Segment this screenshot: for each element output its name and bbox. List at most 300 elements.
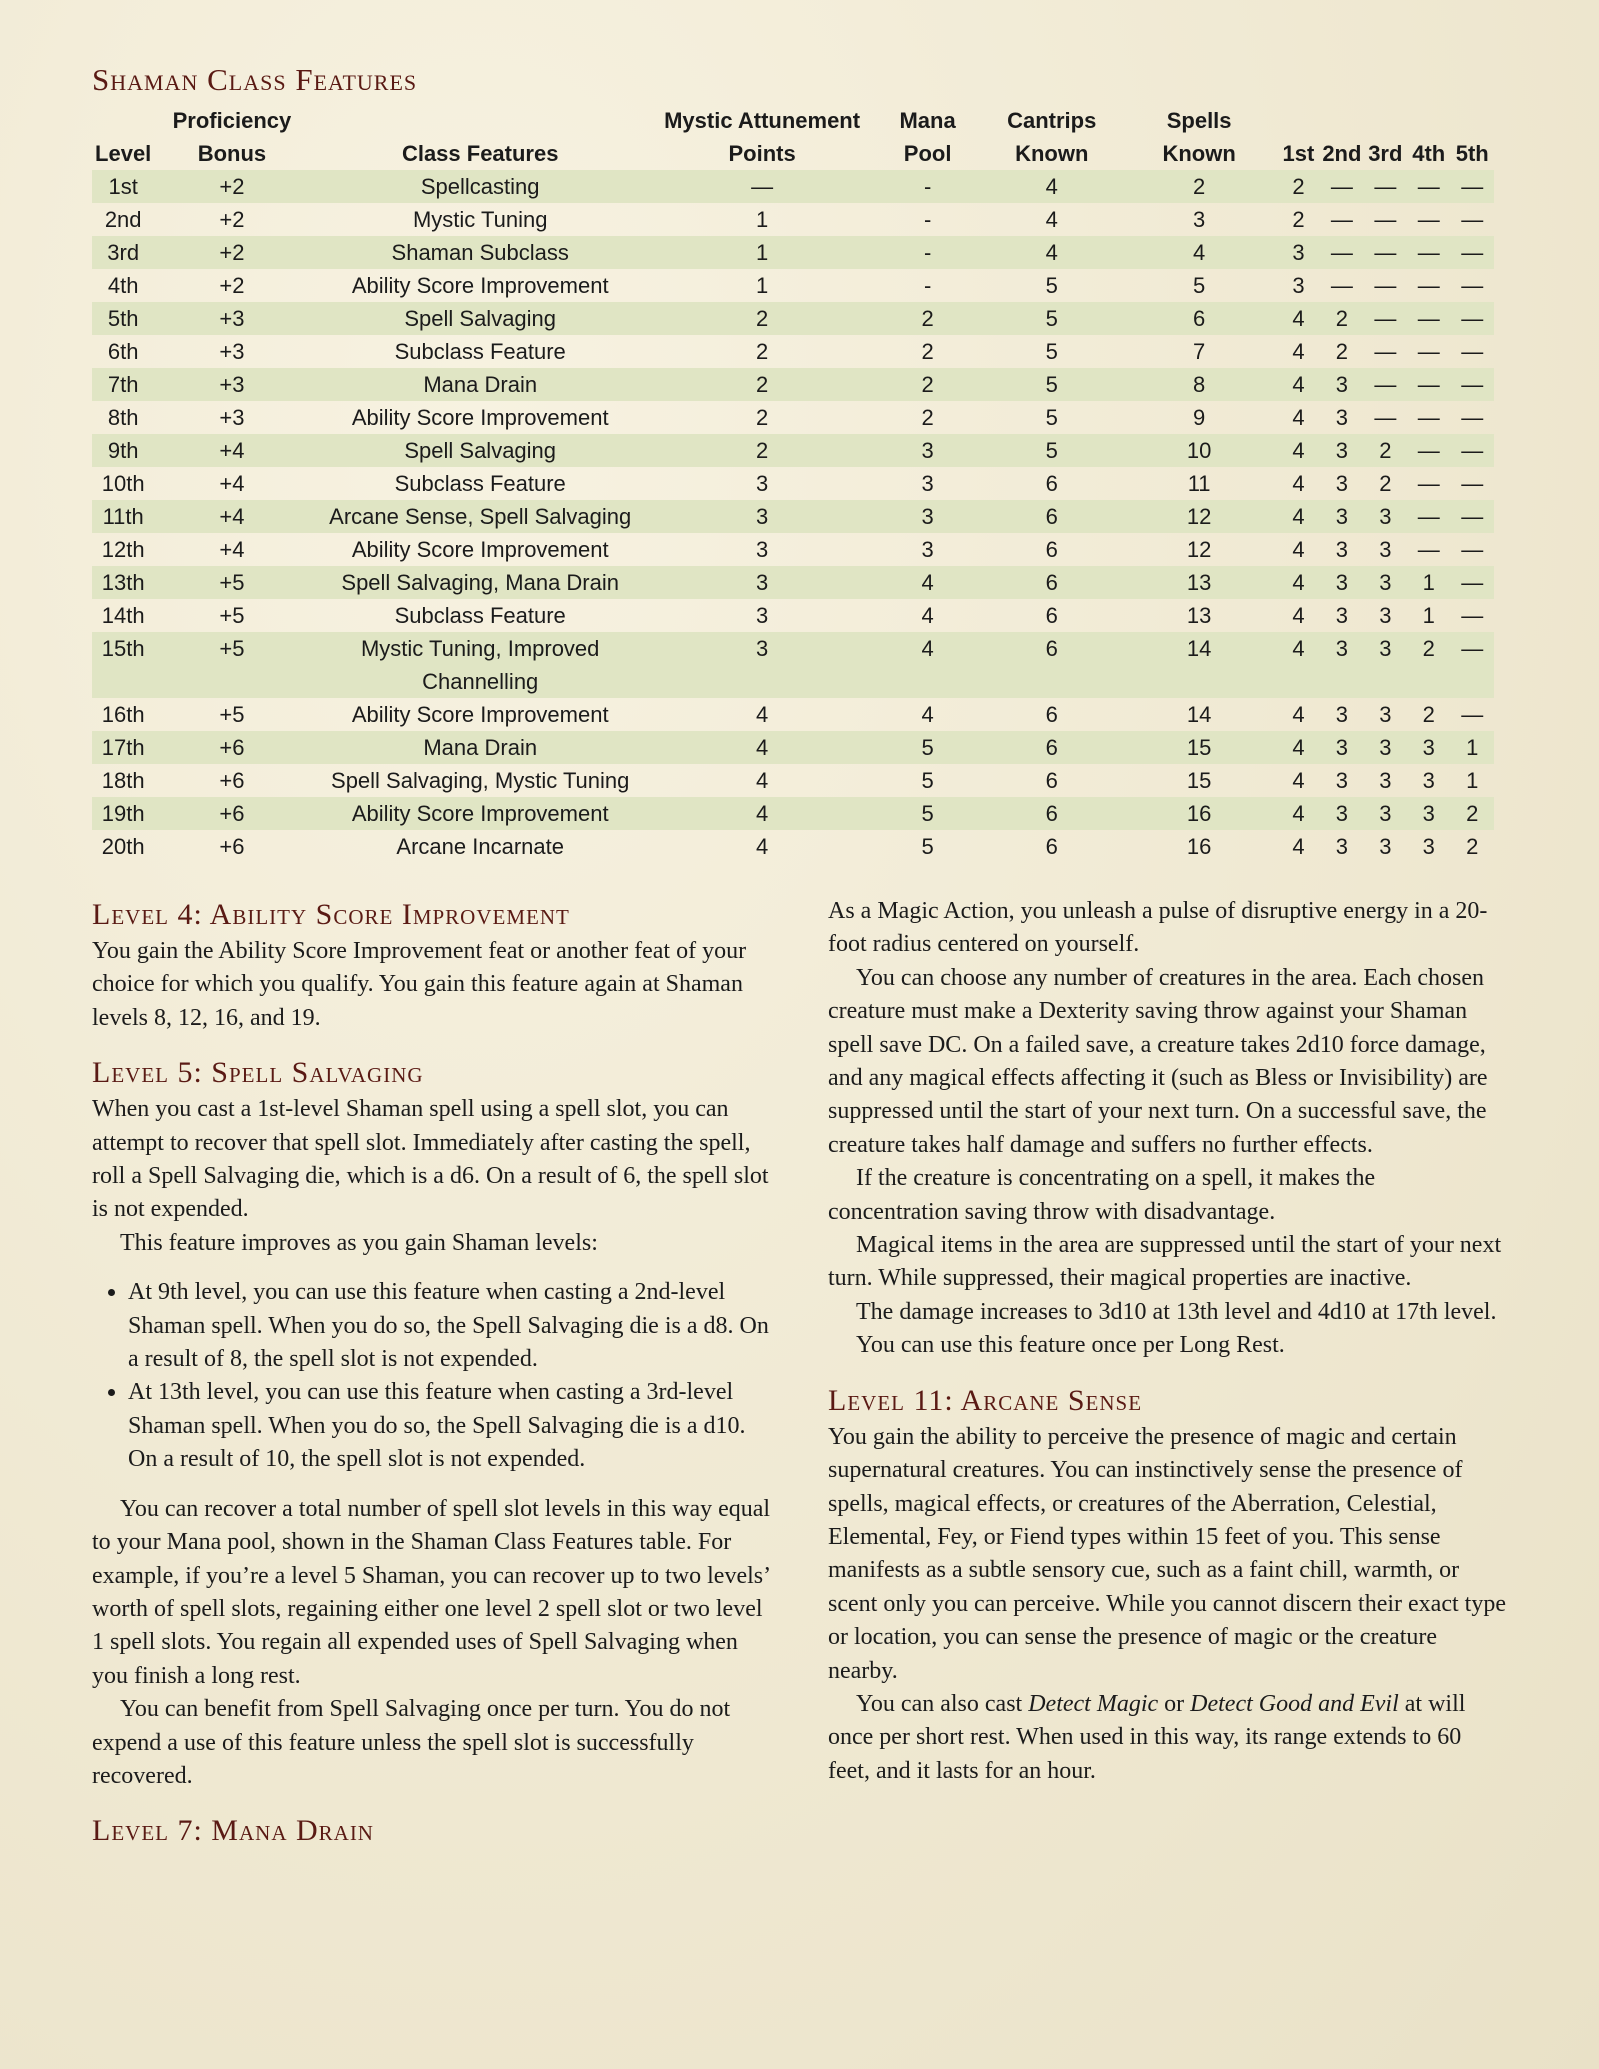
table-cell: +4	[154, 500, 309, 533]
table-cell: +6	[154, 797, 309, 830]
table-cell: 5th	[92, 302, 154, 335]
paragraph: This feature improves as you gain Shaman levels:	[120, 1229, 598, 1256]
table-row	[92, 236, 1494, 269]
table-cell: Subclass Feature	[394, 603, 566, 628]
table-cell: 4	[1292, 405, 1305, 430]
table-cell: —	[1417, 207, 1440, 232]
table-cell: 12th	[101, 537, 145, 562]
table-cell: -	[873, 236, 982, 269]
table-cell: 4	[1277, 500, 1320, 533]
table-cell: 2	[1407, 632, 1450, 698]
text: You can also cast	[856, 1690, 1029, 1717]
table-cell: 3	[1320, 434, 1363, 467]
table-cell: 3	[651, 566, 873, 599]
table-cell: 2	[873, 302, 982, 335]
header-cell: Known	[1015, 141, 1089, 166]
table-cell: —	[1374, 405, 1397, 430]
table-cell: 4	[1277, 632, 1320, 698]
table-cell: 3	[1320, 368, 1363, 401]
table-cell: —	[1461, 471, 1484, 496]
header-cell: Points	[728, 141, 796, 166]
table-cell: 4	[755, 702, 769, 727]
table-cell: 3	[1277, 236, 1320, 269]
table-row	[92, 698, 1494, 731]
table-cell: 3	[1379, 702, 1392, 727]
table-cell: 2	[1379, 471, 1392, 496]
table-cell: +3	[219, 405, 245, 430]
table-cell: 4	[921, 702, 934, 727]
table-cell: Spell Salvaging	[310, 434, 651, 467]
table-cell: 6	[982, 566, 1122, 599]
table-cell: —	[1461, 603, 1484, 628]
table-cell: 14th	[101, 603, 145, 628]
table-cell: 17th	[92, 731, 154, 764]
table-cell: Arcane Sense, Spell Salvaging	[310, 500, 651, 533]
table-cell: 18th	[101, 768, 145, 793]
table-cell: —	[1330, 207, 1353, 232]
spell-name: Detect Magic	[1028, 1690, 1159, 1717]
table-cell: —	[1364, 236, 1407, 269]
table-cell: 2	[1466, 834, 1479, 859]
table-row	[92, 632, 1494, 698]
table-cell: 5	[982, 302, 1122, 335]
heading-arcane-sense: Level 11: Arcane Sense	[828, 1383, 1143, 1417]
table-cell: 4	[755, 768, 769, 793]
table-cell: 1	[1466, 768, 1479, 793]
table-row	[92, 830, 1494, 863]
text: or	[1158, 1690, 1191, 1717]
page	[92, 60, 1512, 863]
table-cell: Arcane Incarnate	[396, 834, 564, 859]
table-cell: 2	[651, 368, 873, 401]
table-cell: —	[1417, 537, 1440, 562]
table-cell: 9	[1193, 405, 1206, 430]
table-cell: 16	[1186, 834, 1212, 859]
header-row-top	[92, 104, 1494, 137]
table-cell: 4	[1045, 207, 1058, 232]
table-cell: Ability Score Improvement	[310, 797, 651, 830]
table-title: Shaman Class Features	[92, 62, 418, 97]
table-cell: 4	[1292, 768, 1305, 793]
table-cell: —	[1450, 500, 1494, 533]
table-cell: 1	[755, 273, 769, 298]
table-cell: 3	[873, 500, 982, 533]
paragraph	[828, 1688, 1508, 1788]
table-cell: 3	[873, 434, 982, 467]
table-cell: 3	[921, 537, 934, 562]
table-cell: Spell Salvaging, Mana Drain	[310, 566, 651, 599]
table-cell: 4	[1277, 797, 1320, 830]
table-cell: Ability Score Improvement	[351, 273, 609, 298]
table-cell: 4	[651, 731, 873, 764]
table-cell: 3	[1335, 603, 1348, 628]
table-cell: 6	[982, 500, 1122, 533]
table-cell: 10	[1122, 434, 1277, 467]
table-cell: 5	[982, 434, 1122, 467]
table-cell: 3	[1335, 834, 1348, 859]
table-cell: 20th	[101, 834, 145, 859]
table-cell: —	[1407, 434, 1450, 467]
paragraph: You can benefit from Spell Salvaging once per turn. You do not expend a use of this feature unless the spell slot is successfully recovered.	[92, 1696, 731, 1789]
table-cell: 3	[755, 603, 769, 628]
table-cell: 6	[1045, 702, 1058, 727]
table-cell: 5	[873, 731, 982, 764]
table-cell: —	[1374, 273, 1397, 298]
table-cell: 4	[1277, 434, 1320, 467]
header-cell	[92, 104, 154, 137]
header-cell: Proficiency	[172, 108, 292, 133]
table-cell: 3	[1379, 537, 1392, 562]
table-cell: —	[1320, 170, 1363, 203]
table-cell: —	[1450, 566, 1494, 599]
table-cell: 6	[1045, 471, 1058, 496]
table-row	[92, 335, 1494, 368]
header-row-bottom	[92, 137, 1494, 170]
table-cell: -	[923, 207, 932, 232]
table-cell: 7	[1193, 339, 1206, 364]
table-row	[92, 434, 1494, 467]
table-cell: 6th	[107, 339, 139, 364]
table-cell: 3	[1335, 405, 1348, 430]
table-cell: —	[1364, 302, 1407, 335]
table-cell: 4	[1292, 603, 1305, 628]
table-cell: 5	[1045, 339, 1058, 364]
table-cell: —	[1461, 702, 1484, 727]
table-cell: —	[1417, 273, 1440, 298]
paragraph: As a Magic Action, you unleash a pulse of disruptive energy in a 20-foot radius centered on yourself.	[828, 898, 1488, 958]
table-cell: 3	[1407, 797, 1450, 830]
header-cell: 2nd	[1322, 141, 1362, 166]
table-cell: —	[1407, 302, 1450, 335]
table-cell: 2	[1277, 170, 1320, 203]
table-cell: 4	[1292, 339, 1305, 364]
table-cell: 2	[755, 339, 769, 364]
table-cell: 1	[1407, 566, 1450, 599]
table-cell: 3	[651, 632, 873, 698]
table-cell: +4	[219, 537, 245, 562]
table-cell: +5	[219, 702, 245, 727]
header-cell: Class Features	[401, 141, 559, 166]
table-cell: 6	[982, 632, 1122, 698]
table-cell: 3	[1335, 471, 1348, 496]
table-row	[92, 500, 1494, 533]
table-row	[92, 467, 1494, 500]
table-cell: —	[1407, 500, 1450, 533]
table-row	[92, 401, 1494, 434]
table-cell: 3	[1407, 731, 1450, 764]
table-cell: 4th	[107, 273, 139, 298]
table-cell: +2	[154, 170, 309, 203]
bullet-list	[92, 1276, 772, 1476]
table-cell: 3	[1292, 273, 1305, 298]
table-cell: 13	[1186, 603, 1212, 628]
table-cell: 4	[651, 797, 873, 830]
table-cell: 4	[1292, 471, 1305, 496]
table-cell: —	[1374, 339, 1397, 364]
table-cell: 4	[982, 236, 1122, 269]
table-cell: 8th	[107, 405, 139, 430]
spell-name: Detect Good and Evil	[1190, 1690, 1399, 1717]
table-cell: 3	[651, 500, 873, 533]
table-cell: 3	[1379, 603, 1392, 628]
table-cell: —	[1417, 405, 1440, 430]
table-cell: Subclass Feature	[394, 339, 566, 364]
table-cell: 6	[1122, 302, 1277, 335]
table-cell: +2	[154, 236, 309, 269]
table-cell: Mana Drain	[310, 368, 651, 401]
table-cell: 3	[921, 471, 934, 496]
header-cell: Mana	[899, 108, 956, 133]
table-cell: 3	[755, 537, 769, 562]
table-cell: 4	[921, 603, 934, 628]
table-cell: 3	[1320, 797, 1363, 830]
table-cell: 4	[1277, 566, 1320, 599]
table-cell: —	[1417, 339, 1440, 364]
table-cell: 3	[755, 471, 769, 496]
table-cell: 19th	[92, 797, 154, 830]
table-cell: 4	[1277, 302, 1320, 335]
table-cell: —	[1407, 236, 1450, 269]
table-cell: 5	[921, 834, 934, 859]
table-cell: 3	[1335, 537, 1348, 562]
table-cell: +4	[219, 471, 245, 496]
table-cell: 3	[1364, 797, 1407, 830]
table-cell: 2	[1320, 302, 1363, 335]
table-row	[92, 566, 1494, 599]
table-cell: 2	[1122, 170, 1277, 203]
table-cell: +3	[219, 339, 245, 364]
table-cell: Ability Score Improvement	[351, 537, 609, 562]
table-cell: 3	[1364, 731, 1407, 764]
table-cell: +5	[154, 566, 309, 599]
table-cell: 2	[755, 405, 769, 430]
table-cell: 6	[1045, 768, 1058, 793]
table-cell: 2	[1450, 797, 1494, 830]
table-row	[92, 203, 1494, 236]
paragraph: You gain the ability to perceive the presence of magic and certain supernatural creatures. You can instinctively sense the presence of spells, magical effects, or creatures of the Aberration, Celestial, Elemental, Fey, or Fiend types within 15 feet of you. This sense manifests as a subtle sensory cue, such as a faint chill, warmth, or scent only you can perceive. While you cannot discern their exact type or location, you can sense the presence of magic or the creature nearby.	[828, 1423, 1506, 1684]
table-cell: 5	[921, 768, 934, 793]
table-cell: 3	[1320, 731, 1363, 764]
paragraph: You can use this feature once per Long Rest.	[856, 1332, 1285, 1359]
table-cell: 9th	[92, 434, 154, 467]
header-cell: 1st	[1282, 141, 1315, 166]
table-row	[92, 368, 1494, 401]
table-cell: —	[1450, 170, 1494, 203]
table-cell: 11	[1187, 471, 1211, 496]
paragraph: When you cast a 1st-level Shaman spell using a spell slot, you can attempt to recover that spell slot. Immediately after casting the spell, roll a Spell Salvaging die, which is a d6. On a result of 6, the spell slot is not expended.	[92, 1096, 769, 1223]
table-cell: 4	[1292, 702, 1305, 727]
table-cell: 6	[982, 731, 1122, 764]
table-cell: 3	[1379, 834, 1392, 859]
table-cell: 3	[1364, 566, 1407, 599]
table-cell: —	[1461, 537, 1484, 562]
table-cell: +3	[154, 368, 309, 401]
table-cell: —	[1450, 302, 1494, 335]
table-cell: 6	[1045, 834, 1058, 859]
table-cell: 10th	[101, 471, 145, 496]
table-cell: —	[1320, 236, 1363, 269]
table-cell: Shaman Subclass	[310, 236, 651, 269]
table-cell: 4	[873, 566, 982, 599]
paragraph: You can choose any number of creatures in the area. Each chosen creature must make a Dexterity saving throw against your Shaman spell save DC. On a failed save, a creature takes 2d10 force damage, and any magical effects affecting it (such as Bless or Invisibility) are suppressed until the start of your next turn. On a successful save, the creature takes half damage and suffers no further effects.	[828, 964, 1488, 1158]
header-cell: Bonus	[197, 141, 267, 166]
table-cell: 5	[1193, 273, 1206, 298]
table-cell: 3rd	[92, 236, 154, 269]
table-cell: 5	[982, 368, 1122, 401]
table-row	[92, 764, 1494, 797]
table-cell: 1	[651, 236, 873, 269]
table-cell: —	[1450, 632, 1494, 698]
table-cell: +5	[219, 603, 245, 628]
table-cell: 2nd	[104, 207, 142, 232]
header-cell	[310, 104, 651, 137]
header-cell: Spells	[1166, 108, 1232, 133]
table-cell: 3	[1320, 566, 1363, 599]
table-cell: 8	[1122, 368, 1277, 401]
header-cell: Pool	[903, 141, 952, 166]
heading-spell-salvaging: Level 5: Spell Salvaging	[92, 1056, 424, 1090]
table-cell: 15	[1122, 731, 1277, 764]
table-cell: Ability Score Improvement	[351, 702, 609, 727]
table-cell: 4	[1122, 236, 1277, 269]
list-item: • At 9th level, you can use this feature when casting a 2nd-level Shaman spell. When you do so, the Spell Salvaging die is a d8. On a result of 8, the spell slot is not expended.	[128, 1276, 772, 1376]
paragraph: If the creature is concentrating on a spell, it makes the concentration saving throw with disadvantage.	[828, 1165, 1376, 1225]
table-cell: —	[1364, 170, 1407, 203]
table-cell: 3	[1379, 768, 1392, 793]
text: at will once per short rest. When used in this way, its range extends to 60 feet, and it lasts for an hour.	[828, 1690, 1466, 1784]
table-cell: 14	[1122, 632, 1277, 698]
table-cell: 2	[1364, 434, 1407, 467]
table-cell: Spellcasting	[310, 170, 651, 203]
table-cell: +4	[154, 434, 309, 467]
table-cell: —	[651, 170, 873, 203]
table-cell: 2	[1292, 207, 1305, 232]
table-cell: —	[1450, 236, 1494, 269]
heading-mana-drain: Level 7: Mana Drain	[92, 1814, 374, 1848]
table-cell: -	[923, 273, 932, 298]
table-cell: 11th	[92, 500, 154, 533]
list-item: • At 13th level, you can use this feature when casting a 3rd-level Shaman spell. When you do so, the Spell Salvaging die is a d10. On a result of 10, the spell slot is not expended.	[128, 1376, 772, 1476]
table-cell: 16th	[101, 702, 145, 727]
table-cell: 3	[1422, 768, 1435, 793]
table-cell: Mystic Tuning	[412, 207, 548, 232]
table-cell: 1	[1450, 731, 1494, 764]
table-row	[92, 533, 1494, 566]
table-cell: 4	[1292, 834, 1305, 859]
table-cell: Spell Salvaging	[310, 302, 651, 335]
header-cell	[1320, 104, 1363, 137]
table-cell: Mana Drain	[310, 731, 651, 764]
table-cell: 3	[1422, 834, 1435, 859]
table-cell: —	[1461, 273, 1484, 298]
header-cell	[1450, 104, 1494, 137]
table-cell: —	[1364, 368, 1407, 401]
table-cell: +6	[154, 731, 309, 764]
table-cell: 6	[982, 797, 1122, 830]
table-cell: 12	[1186, 537, 1212, 562]
paragraph: You can recover a total number of spell slot levels in this way equal to your Mana pool, shown in the Shaman Class Features table. For example, if you’re a level 5 Shaman, you can recover up to two levels’ worth of spell slots, regaining either one level 2 spell slot or two level 1 spell slots. You regain all expended uses of Spell Salvaging when you finish a long rest.	[92, 1495, 771, 1689]
table-cell: —	[1461, 339, 1484, 364]
header-cell: Mystic Attunement	[664, 108, 861, 133]
header-cell	[1407, 104, 1450, 137]
table-cell: Mystic Tuning, Improved Channelling	[310, 632, 651, 698]
table-cell: 4	[1277, 368, 1320, 401]
heading-ability-score-improvement: Level 4: Ability Score Improvement	[92, 898, 570, 931]
table-cell: 2	[921, 339, 934, 364]
table-cell: 4	[1292, 537, 1305, 562]
header-cell: 5th	[1455, 141, 1489, 166]
table-cell: +2	[219, 273, 245, 298]
right-column	[828, 895, 1508, 1788]
table-cell: 7th	[92, 368, 154, 401]
table-cell: 1st	[92, 170, 154, 203]
table-cell: Subclass Feature	[394, 471, 566, 496]
table-cell: +6	[219, 834, 245, 859]
table-cell: 3	[1335, 768, 1348, 793]
table-cell: 6	[1045, 537, 1058, 562]
table-cell: 5	[873, 797, 982, 830]
table-cell: Spell Salvaging, Mystic Tuning	[331, 768, 630, 793]
table-cell: Ability Score Improvement	[351, 405, 609, 430]
table-cell: 3	[1193, 207, 1206, 232]
header-cell: 4th	[1412, 141, 1446, 166]
table-cell: 2	[651, 302, 873, 335]
table-cell: 3	[1364, 632, 1407, 698]
table-cell: —	[1450, 434, 1494, 467]
table-cell: —	[1461, 405, 1484, 430]
table-cell: 4	[982, 170, 1122, 203]
header-cell: Cantrips	[1007, 108, 1097, 133]
table-row	[92, 731, 1494, 764]
class-features-table	[92, 104, 1494, 863]
table-cell: 1	[1422, 603, 1435, 628]
paragraph: The damage increases to 3d10 at 13th level and 4d10 at 17th level.	[856, 1298, 1497, 1325]
table-cell: 1	[755, 207, 769, 232]
table-cell: —	[1374, 207, 1397, 232]
table-row	[92, 599, 1494, 632]
table-cell: 4	[1277, 731, 1320, 764]
table-cell: 14	[1186, 702, 1212, 727]
table-cell: 15	[1186, 768, 1212, 793]
table-cell: +2	[219, 207, 245, 232]
table-cell: +5	[154, 632, 309, 698]
header-cell	[1277, 104, 1320, 137]
table-cell: —	[1461, 207, 1484, 232]
table-cell: 4	[755, 834, 769, 859]
header-cell: Known	[1162, 141, 1236, 166]
table-cell: —	[1450, 368, 1494, 401]
table-cell: 13th	[92, 566, 154, 599]
table-cell: 5	[1045, 405, 1058, 430]
table-cell: 2	[1422, 702, 1435, 727]
table-cell: 3	[1320, 632, 1363, 698]
header-cell: 3rd	[1368, 141, 1403, 166]
table-row	[92, 269, 1494, 302]
left-column	[92, 895, 772, 1851]
table-row	[92, 797, 1494, 830]
table-cell: 3	[1364, 500, 1407, 533]
table-cell: 12	[1122, 500, 1277, 533]
table-cell: 5	[1045, 273, 1058, 298]
table-cell: 6	[1045, 603, 1058, 628]
table-cell: 3	[1335, 702, 1348, 727]
table-cell: 2	[651, 434, 873, 467]
table-cell: 15th	[92, 632, 154, 698]
table-cell: 13	[1122, 566, 1277, 599]
table-row	[92, 170, 1494, 203]
table-cell: 2	[921, 405, 934, 430]
table-cell: 2	[1335, 339, 1348, 364]
